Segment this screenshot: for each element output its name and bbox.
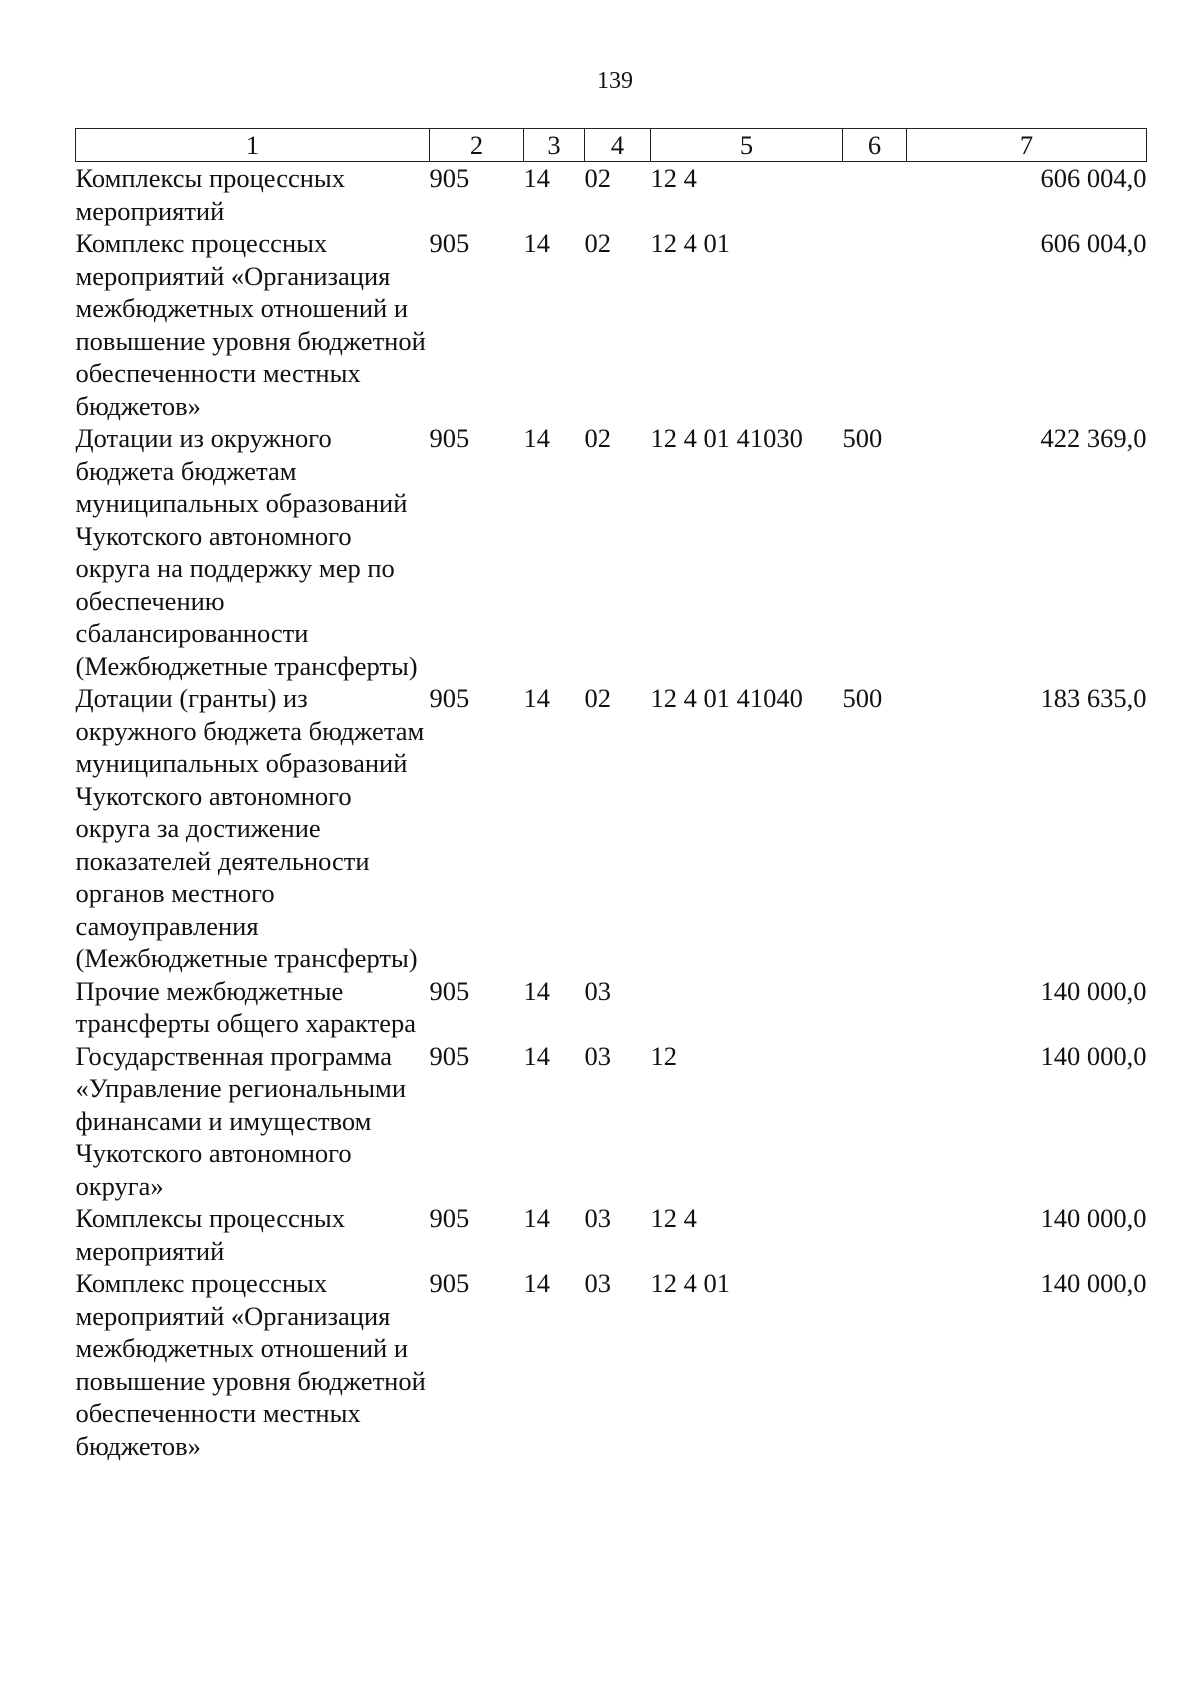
row-section-code: 14 — [523, 423, 550, 453]
row-target-code — [651, 975, 843, 1040]
table-row — [76, 1267, 1147, 1462]
row-expense-type — [843, 227, 907, 422]
row-expense-type — [843, 975, 907, 1040]
header-col-2: 2 — [430, 129, 524, 162]
header-col-5: 5 — [651, 129, 843, 162]
row-section-code: 14 — [523, 228, 550, 258]
budget-table — [75, 128, 1147, 1462]
row-target-code: 12 4 01 41040 — [650, 683, 803, 713]
row-subsection-code: 03 — [584, 1040, 611, 1071]
row-section-code: 14 — [523, 1203, 550, 1233]
row-expense-type: 500 — [842, 423, 883, 453]
row-ministry-code: 905 — [429, 975, 470, 1006]
row-expense-type — [843, 1267, 907, 1462]
row-expense-type — [843, 1202, 907, 1267]
row-name: Дотации из окружного бюджета бюджетам муниципальных образований Чукотского автономного округа на поддержку мер по обеспечению сбалансированности (Межбюджетные трансферты) — [75, 423, 418, 681]
row-name: Дотации (гранты) из окружного бюджета бюджетам муниципальных образований Чукотского автономного округа за достижение показателей деятельности органов местного самоуправления (Межбюджетные трансферты) — [75, 683, 425, 973]
row-amount: 140 000,0 — [1040, 1040, 1147, 1071]
row-name: Комплекс процессных мероприятий «Организация межбюджетных отношений и повышение уровня бюджетной обеспеченности местных бюджетов» — [75, 1268, 426, 1461]
table-row — [76, 975, 1147, 1040]
row-subsection-code: 03 — [584, 1268, 611, 1298]
row-amount: 183 635,0 — [1040, 683, 1147, 713]
page-number: 139 — [597, 68, 633, 94]
row-name: Государственная программа «Управление региональными финансами и имуществом Чукотского автономного округа» — [75, 1040, 407, 1201]
header-col-3: 3 — [524, 129, 585, 162]
row-target-code: 12 4 — [650, 1203, 697, 1233]
header-col-4: 4 — [585, 129, 651, 162]
row-ministry-code: 905 — [429, 423, 470, 453]
row-name: Комплекс процессных мероприятий «Организация межбюджетных отношений и повышение уровня бюджетной обеспеченности местных бюджетов» — [75, 228, 426, 421]
table-row — [76, 1202, 1147, 1267]
row-target-code: 12 4 01 41030 — [650, 423, 803, 453]
row-amount: 422 369,0 — [1040, 423, 1147, 453]
row-expense-type — [843, 162, 907, 228]
row-name: Комплексы процессных мероприятий — [75, 1203, 345, 1266]
row-subsection-code: 02 — [584, 423, 611, 453]
table-row — [76, 422, 1147, 682]
header-col-6: 6 — [843, 129, 907, 162]
row-amount: 140 000,0 — [1040, 1203, 1147, 1233]
row-ministry-code: 905 — [429, 683, 470, 713]
header-col-7: 7 — [907, 129, 1147, 162]
row-subsection-code: 02 — [584, 683, 611, 713]
table-row — [76, 227, 1147, 422]
row-subsection-code: 03 — [584, 975, 611, 1006]
row-target-code: 12 4 01 — [650, 228, 730, 258]
row-expense-type — [843, 1040, 907, 1203]
row-subsection-code: 03 — [584, 1203, 611, 1233]
row-expense-type: 500 — [842, 683, 883, 713]
row-name: Прочие межбюджетные трансферты общего характера — [75, 975, 417, 1038]
table-row — [76, 162, 1147, 228]
row-target-code: 12 4 — [650, 163, 697, 193]
table-row — [76, 682, 1147, 975]
row-ministry-code: 905 — [429, 1040, 470, 1071]
row-ministry-code: 905 — [429, 1268, 470, 1298]
row-subsection-code: 02 — [584, 228, 611, 258]
row-target-code: 12 4 01 — [650, 1268, 730, 1298]
header-row — [76, 129, 1147, 162]
row-name: Комплексы процессных мероприятий — [75, 163, 345, 226]
row-amount: 140 000,0 — [1040, 975, 1147, 1006]
table-row — [76, 1040, 1147, 1203]
header-col-1: 1 — [76, 129, 430, 162]
row-ministry-code: 905 — [429, 1203, 470, 1233]
row-amount: 140 000,0 — [1040, 1268, 1147, 1298]
row-target-code: 12 — [650, 1040, 677, 1071]
row-section-code: 14 — [523, 1268, 550, 1298]
row-section-code: 14 — [523, 683, 550, 713]
row-section-code: 14 — [523, 1040, 550, 1071]
row-ministry-code: 905 — [429, 228, 470, 258]
row-ministry-code: 905 — [429, 163, 470, 193]
row-amount: 606 004,0 — [1040, 228, 1147, 258]
row-amount: 606 004,0 — [1040, 163, 1147, 193]
row-section-code: 14 — [523, 975, 550, 1006]
row-subsection-code: 02 — [584, 163, 611, 193]
row-section-code: 14 — [523, 163, 550, 193]
